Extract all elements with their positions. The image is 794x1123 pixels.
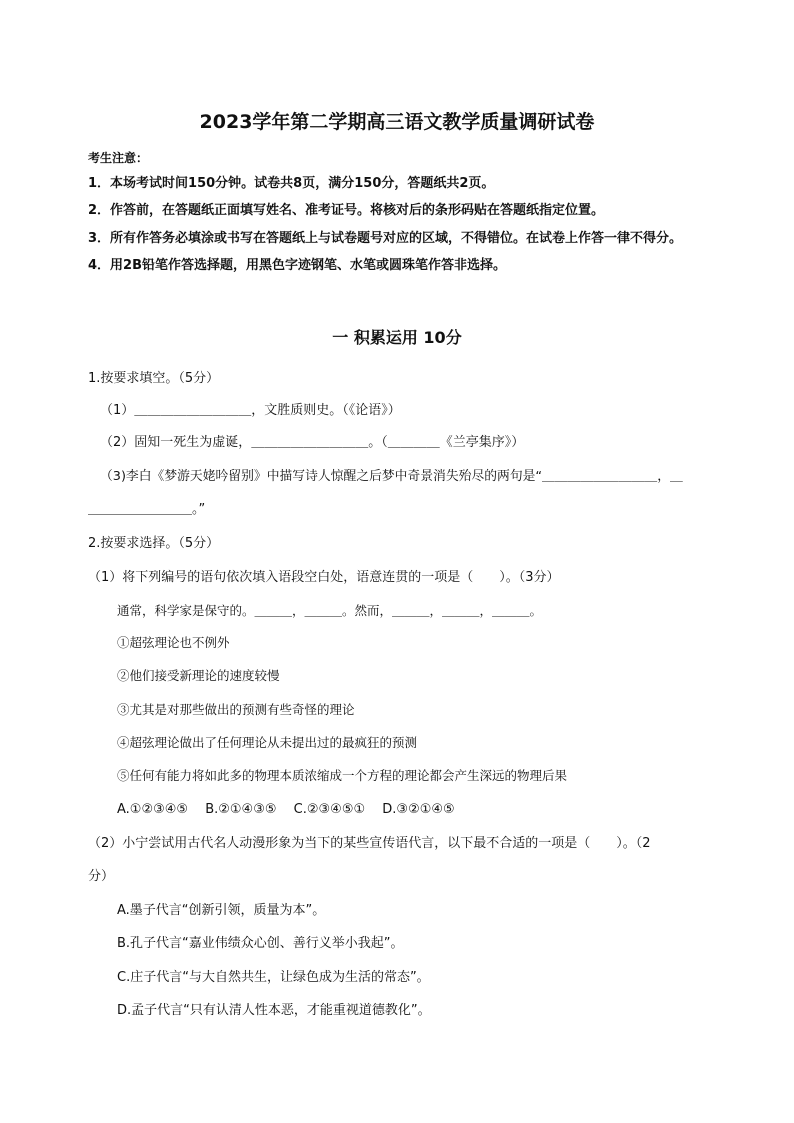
question-1-stem: 1.按要求填空。（5分） (88, 371, 220, 386)
page-title: 2023学年第二学期高三语文教学质量调研试卷 (199, 111, 595, 133)
option-item: D.孟子代言“只有认清人性本恶，才能重视道德教化”。 (117, 1003, 431, 1018)
sentence-item: ①超弦理论也不例外 (117, 635, 230, 650)
question-1-item: （3)李白《梦游天姥吟留别》中描写诗人惊醒之后梦中奇景消失殆尽的两句是“＿＿＿＿＿＿＿＿＿，＿ (100, 469, 683, 484)
sentence-item: ⑤任何有能力将如此多的物理本质浓缩成一个方程的理论都会产生深远的物理后果 (117, 768, 568, 783)
question-2-2-stem: （2）小宁尝试用古代名人动漫形象为当下的某些宣传语代言，以下最不合适的一项是（ ）。（2 (88, 836, 651, 851)
option-item: A.墨子代言“创新引领，质量为本”。 (117, 903, 326, 918)
question-2-1-options: A.①②③④⑤ B.②①④③⑤ C.②③④⑤① D.③②①④⑤ (117, 802, 455, 817)
question-1-item-continued: ＿＿＿＿＿＿＿＿。” (88, 502, 206, 517)
question-2-2-stem-continued: 分） (88, 869, 115, 884)
sentence-item: ②他们接受新理论的速度较慢 (117, 668, 280, 683)
notice-heading: 考生注意： (88, 151, 149, 165)
notice-item: 4．用2B铅笔作答选择题，用黑色字迹钢笔、水笔或圆珠笔作答非选择。 (88, 258, 506, 273)
question-1-item: （1）＿＿＿＿＿＿＿＿＿，文胜质则史。（《论语》） (100, 403, 401, 418)
question-1-item: （2）固知一死生为虚诞，＿＿＿＿＿＿＿＿＿。（＿＿＿＿《兰亭集序》） (100, 435, 525, 450)
option-item: C.庄子代言“与大自然共生，让绿色成为生活的常态”。 (117, 970, 430, 985)
section-heading: 一 积累运用 10分 (332, 328, 462, 347)
notice-item: 3．所有作答务必填涂或书写在答题纸上与试卷题号对应的区域，不得错位。在试卷上作答一律不得分。 (88, 231, 683, 246)
sentence-item: ③尤其是对那些做出的预测有些奇怪的理论 (117, 702, 355, 717)
notice-item: 1．本场考试时间150分钟。试卷共8页，满分150分，答题纸共2页。 (88, 176, 495, 191)
question-2-stem: 2.按要求选择。（5分） (88, 536, 220, 551)
option-item: B.孔子代言“嘉业伟绩众心创、善行义举小我起”。 (117, 936, 404, 951)
notice-item: 2．作答前，在答题纸正面填写姓名、准考证号。将核对后的条形码贴在答题纸指定位置。 (88, 203, 605, 218)
sentence-item: ④超弦理论做出了任何理论从未提出过的最疯狂的预测 (117, 735, 418, 750)
question-2-1-passage: 通常，科学家是保守的。＿＿＿，＿＿＿。然而，＿＿＿，＿＿＿，＿＿＿。 (117, 603, 543, 618)
question-2-1-stem: （1）将下列编号的语句依次填入语段空白处，语意连贯的一项是（ ）。（3分） (88, 570, 560, 585)
